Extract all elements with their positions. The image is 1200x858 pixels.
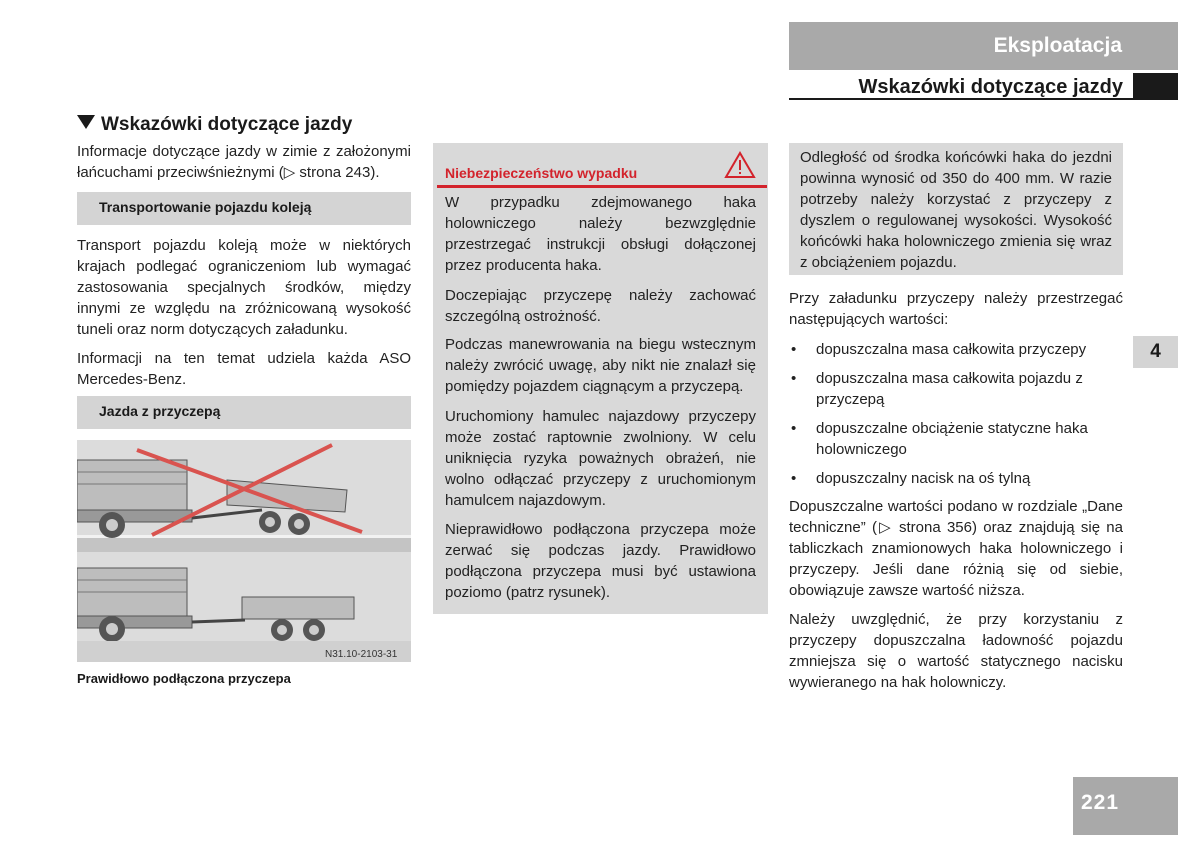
aso-paragraph: Informacji na ten temat udziela każda ASO Mercedes-Benz. [77,350,411,388]
payload-paragraph: Należy uwzględnić, że przy korzystaniu z przyczepy dopuszczalna ładowność pojazdu zmniejsza się o wartość statycznego nacisku wywieranego na hak holowniczy. [789,611,1123,691]
load-values-list [789,339,1123,497]
warning-paragraph: Podczas manewrowania na biegu wstecznym należy zwrócić uwagę, aby nikt nie znalazł się pomiędzy pojazdem ciągnącym a przyczepą. [445,336,756,395]
list-item: • dopuszczalne obciążenie statyczne haka holowniczego [791,420,1088,458]
header-marker [1133,73,1178,99]
truck-correct [77,568,192,642]
section-title: Wskazówki dotyczące jazdy [858,76,1123,98]
figure-caption: Prawidłowo podłączona przyczepa [77,671,291,686]
trailer-incorrect [192,480,347,535]
trailer-illustration [77,440,411,662]
trailer-correct [192,597,354,641]
intro-paragraph: Informacje dotyczące jazdy w zimie z założonymi łańcuchami przeciwśnieżnymi (▷ strona 243). [77,143,411,181]
page-heading-text: Wskazówki dotyczące jazdy [101,114,353,135]
warning-paragraph: Doczepiając przyczepę należy zachować szczególną ostrożność. [445,287,756,325]
load-intro-paragraph: Przy załadunku przyczepy należy przestrzegać następujących wartości: [789,290,1123,328]
triangle-down-icon [77,115,95,129]
rail-transport-label: Transportowanie pojazdu koleją [77,192,411,225]
page-heading [77,114,352,136]
warning-triangle-icon [724,151,756,179]
warning-title: Niebezpieczeństwo wypadku [445,165,638,181]
figure-code: N31.10-2103-31 [325,649,398,660]
hitch-height-text: Odległość od środka końcówki haka do jezdni powinna wynosić od 350 do 400 mm. W razie potrzeby należy korzystać z przyczepy z dyszlem o regulowanej wysokości. Wysokość końcówki haka holowniczego zmienia się wraz z obciążeniem pojazdu. [800,149,1112,271]
values-paragraph: Dopuszczalne wartości podano w rozdziale „Dane techniczne” (▷ strona 356) oraz znajdują się na tabliczkach znamionowych haka holowniczego i przyczepy. Jeśli dane różnią się od siebie, obowiązuje zawsze wartość niższa. [789,498,1123,599]
warning-paragraph: Nieprawidłowo podłączona przyczepa może zerwać się podczas jazdy. Prawidłowo podłączona przyczepa musi być ustawiona poziomo (patrz rysunek). [445,521,756,601]
hitch-height-info-box [789,143,1123,275]
header-rule [789,98,1178,100]
warning-rule [437,185,767,188]
trailer-diagram-svg [77,440,411,662]
list-item: • dopuszczalny nacisk na oś tylną [791,470,1031,487]
bullet-icon: • [791,420,797,437]
list-item: • dopuszczalna masa całkowita pojazdu z przyczepą [791,370,1083,408]
bullet-icon: • [791,370,797,387]
warning-paragraph: W przypadku zdejmowanego haka holowniczego należy bezwzględnie przestrzegać instrukcji obsługi dołączonej przez producenta haka. [445,194,756,274]
warning-paragraph: Uruchomiony hamulec najazdowy przyczepy może zostać raptownie zwolniony. W celu uniknięcia ryzyka poważnych obrażeń, nie wolno odłączać przyczepy z uruchomionym hamulcem najazdowym. [445,408,756,509]
bullet-icon: • [791,341,797,358]
bullet-icon: • [791,470,797,487]
trailer-driving-label: Jazda z przyczepą [77,396,411,429]
rail-transport-paragraph: Transport pojazdu koleją może w niektórych krajach podlegać ograniczeniom lub wymagać zastosowania specjalnych środków, między innymi ze względu na zróżnicowaną wysokość tuneli oraz norm dotyczących załadunku. [77,237,411,338]
chapter-tab: 4 [1133,336,1178,368]
list-item: • dopuszczalna masa całkowita przyczepy [791,341,1087,358]
page-number: 221 [1073,777,1178,835]
truck-incorrect [77,460,192,538]
chapter-title-bar: Eksploatacja [789,22,1178,70]
